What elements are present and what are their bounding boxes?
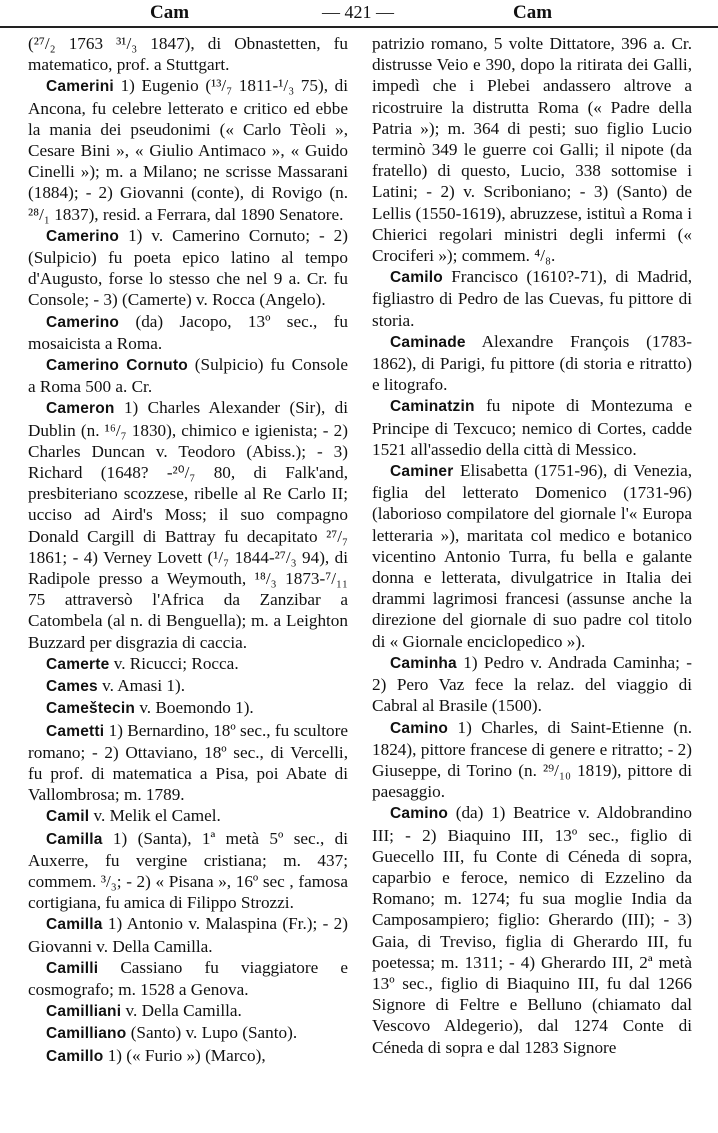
entry-headword: Caminatzin bbox=[390, 398, 475, 416]
dictionary-entry bbox=[372, 802, 692, 1057]
entry-text: patrizio romano, 5 volte Dittatore, 396 a. Cr. distrusse Veio e 390, dopo la ritirata dei Galli, impedì che i Plebei andassero altrove a ricostruire la distrutta Roma (« Padre della Patria »); m. 364 di pesti; suo figlio Lucio terminò 349 le guerre coi Galli; il nipote (da fratello) di questo, Lucio, 338 sottomise i Latini; - 2) v. Scriboniano; - 3) (Santo) de Lellis (1550-1619), abruzzese, istituì a Roma i Chierici regolari ministri degli infermi (« Crociferi »); commem. ⁴/₈. bbox=[372, 34, 692, 266]
entry-text: Elisabetta (1751-96), di Venezia, figlia del letterato Domenico (1731-96) (laborioso compilatore del giornale l'« Europa letteraria »), maritata col medico e botanico vicentino Antonio Turra, fu bella e galante donna e letterata, divulgatrice in Italia dei drammi lagrimosi francesi (assunse anche la direzione del giornale di suo padre col titolo di « Giornale enciclopedico »). bbox=[372, 461, 693, 651]
entry-text: v. Amasi 1). bbox=[102, 676, 186, 696]
entry-headword: Caminade bbox=[390, 333, 466, 351]
dictionary-entry bbox=[28, 828, 348, 914]
dictionary-entry bbox=[28, 653, 348, 675]
entry-text: 1) (Santa), 1ª metà 5º sec., di Auxerre, fu vergine cristiana; m. 437; commem. ³/₃; - 2) « Pisana », 16º sec , famosa cortigiana, fu amica di Filippo Strozzi. bbox=[28, 828, 348, 913]
entry-headword: Camerino bbox=[46, 227, 120, 245]
entry-text: Cassiano fu viaggiatore e cosmografo; m. 1528 a Genova. bbox=[28, 957, 348, 999]
entry-headword: Camerte bbox=[46, 655, 110, 673]
entry-headword: Camino bbox=[390, 805, 449, 823]
entry-text: (²⁷/₂ 1763 ³¹/₃ 1847), di Obnastetten, fu matematico, prof. a Stuttgart. bbox=[28, 34, 348, 75]
dictionary-entry bbox=[372, 331, 692, 396]
dictionary-entry bbox=[28, 957, 348, 1000]
entry-headword: Camillo bbox=[46, 1047, 104, 1065]
dictionary-entry bbox=[372, 460, 692, 652]
entry-text: (Sulpicio) fu Console a Roma 500 a. Cr. bbox=[28, 355, 348, 397]
running-head-right: Cam bbox=[513, 2, 553, 23]
dictionary-entry bbox=[28, 75, 348, 224]
entry-text: Francisco (1610?-71), di Madrid, figliastro di Pedro de las Cuevas, fu pittore di storia. bbox=[372, 267, 692, 330]
entry-text: 1) v. Camerino Cornuto; - 2) (Sulpicio) fu poeta epico latino al tempo d'Augusto, forse lo stesso che nel 9 a. Cr. fu Console; - 3) (Camerte) v. Rocca (Angelo). bbox=[28, 225, 348, 310]
entry-headword: Camilli bbox=[46, 959, 99, 977]
entry-text: v. Melik el Camel. bbox=[93, 806, 221, 826]
entry-headword: Camilliani bbox=[46, 1003, 122, 1021]
entry-text: 1) Bernardino, 18º sec., fu scultore romano; - 2) Ottaviano, 18º sec., di Vercelli, fu prof. di matematica a Pisa, poi Abate di Vallombrosa; m. 1789. bbox=[28, 720, 349, 805]
entry-headword: Camilliano bbox=[46, 1025, 127, 1043]
entry-text: 1) Charles, di Saint-Etienne (n. 1824), pittore francese di genere e ritratto; - 2) Giuseppe, di Torino (n. ²⁹/₁₀ 1819), pittore di paesaggio. bbox=[372, 717, 693, 802]
right-column bbox=[372, 33, 692, 1058]
dictionary-entry bbox=[372, 33, 692, 266]
entry-text: 1) Pedro v. Andrada Caminha; - 2) Pero Vaz fece la relaz. del viaggio di Cabral al Brasile (1500). bbox=[372, 652, 693, 716]
header-rule bbox=[0, 26, 718, 28]
entry-text: v. Boemondo 1). bbox=[139, 698, 254, 718]
dictionary-entry bbox=[28, 225, 348, 311]
page-number: — 421 — bbox=[322, 2, 394, 22]
entry-text: Alexandre François (1783-1862), di Parigi, fu pittore (di storia e ritratto) e litografo. bbox=[372, 331, 692, 395]
entry-headword: Cames bbox=[46, 678, 98, 696]
dictionary-entry bbox=[28, 354, 348, 397]
entry-text: 1) Eugenio (¹³/₇ 1811-¹/₃ 75), di Ancona, fu celebre letterato e critico ed ebbe la mania dei pseudonimi (« Carlo Tèoli », Cesare Bini », « Giulio Antimaco », « Guido Cinelli »); m. a Milano; ne scrisse Massarani (1884); - 2) Giovanni (conte), di Rovigo (n. ²⁸/₁ 1837), resid. a Ferrara, dal 1890 Senatore. bbox=[28, 76, 348, 224]
entry-headword: Camilo bbox=[390, 269, 443, 287]
entry-headword: Caminha bbox=[390, 654, 457, 672]
entry-text: v. Ricucci; Rocca. bbox=[113, 653, 239, 673]
running-head bbox=[0, 2, 718, 26]
dictionary-entry bbox=[28, 33, 348, 75]
entry-text: (da) 1) Beatrice v. Aldobrandino III; - 2) Biaquino III, 13º sec., figlio di Guecello III, fu Conte di Céneda di sopra, caparbio e feroce, nemico di Ezzelino da Romano; m. 1274; fu sua moglie India da Camposampiero; figlio: Gherardo (III); - 3) Gaia, di Treviso, figlia di Gherardo III, fu poetessa; m. 1311; - 4) Gherardo III, 2ª metà 13º sec., figlio di Biaquino III, fu dal 1266 Signore di Feltre e Belluno (chiamato dal Vescovo Aldegerio), dal 1274 Conte di Céneda di sopra e dal 1283 Signore bbox=[372, 803, 692, 1057]
entry-headword: Cameštecin bbox=[46, 700, 136, 718]
entry-text: 1) Antonio v. Malaspina (Fr.); - 2) Giovanni v. Della Camilla. bbox=[28, 914, 349, 956]
dictionary-entry bbox=[28, 1000, 348, 1022]
entry-headword: Camilla bbox=[46, 916, 103, 934]
entry-headword: Caminer bbox=[390, 463, 454, 481]
dictionary-entry bbox=[28, 397, 348, 652]
running-head-left: Cam bbox=[150, 2, 190, 23]
dictionary-entry bbox=[372, 266, 692, 331]
entry-headword: Cameron bbox=[46, 400, 115, 418]
entry-text: v. Della Camilla. bbox=[125, 1001, 242, 1021]
dictionary-entry bbox=[28, 311, 348, 354]
entry-text: (Santo) v. Lupo (Santo). bbox=[130, 1023, 298, 1043]
dictionary-entry bbox=[372, 717, 692, 803]
entry-text: fu nipote di Montezuma e Principe di Texcuco; nemico di Cortes, cadde 1521 all'assedio della città di Messico. bbox=[372, 396, 692, 459]
entry-headword: Camerino Cornuto bbox=[46, 357, 188, 375]
entry-text: (da) Jacopo, 13º sec., fu mosaicista a Roma. bbox=[28, 311, 348, 353]
dictionary-entry bbox=[28, 720, 348, 806]
dictionary-entry bbox=[372, 395, 692, 460]
entry-headword: Camil bbox=[46, 808, 90, 826]
dictionary-entry bbox=[28, 805, 348, 827]
dictionary-entry bbox=[28, 913, 348, 956]
entry-headword: Camerino bbox=[46, 313, 120, 331]
dictionary-entry bbox=[28, 1045, 348, 1067]
dictionary-entry bbox=[372, 652, 692, 717]
entry-text: 1) (« Furio ») (Marco), bbox=[107, 1045, 266, 1065]
entry-headword: Camino bbox=[390, 719, 449, 737]
entry-headword: Camerini bbox=[46, 78, 114, 96]
entry-text: 1) Charles Alexander (Sir), di Dublin (n. ¹⁶/₇ 1830), chimico e igienista; - 2) Charles Duncan v. Teodoro (Abiss.); - 3) Richard (1648? -²⁰/₇ 80, di Falk'and, presbiteriano scozzese, ribelle al Re Carlo II; ucciso ad Aird's Moss; il suo compagno Donald Cargill di Battray fu decapitato ²⁷/₇ 1861; - 4) Verney Lovett (¹/₇ 1844-²⁷/₃ 94), di Radipole presso a Weymouth, ¹⁸/₃ 1873-⁷/₁₁ 75 attraversò l'Africa da Zanzibar a Catombela (al n. di Benguella); m. a Leighton Buzzard per disgrazia di caccia. bbox=[28, 398, 348, 652]
dictionary-entry bbox=[28, 697, 348, 719]
dictionary-entry bbox=[28, 1022, 348, 1044]
entry-headword: Camilla bbox=[46, 830, 103, 848]
left-column bbox=[28, 33, 348, 1067]
entry-headword: Cametti bbox=[46, 722, 105, 740]
dictionary-entry bbox=[28, 675, 348, 697]
